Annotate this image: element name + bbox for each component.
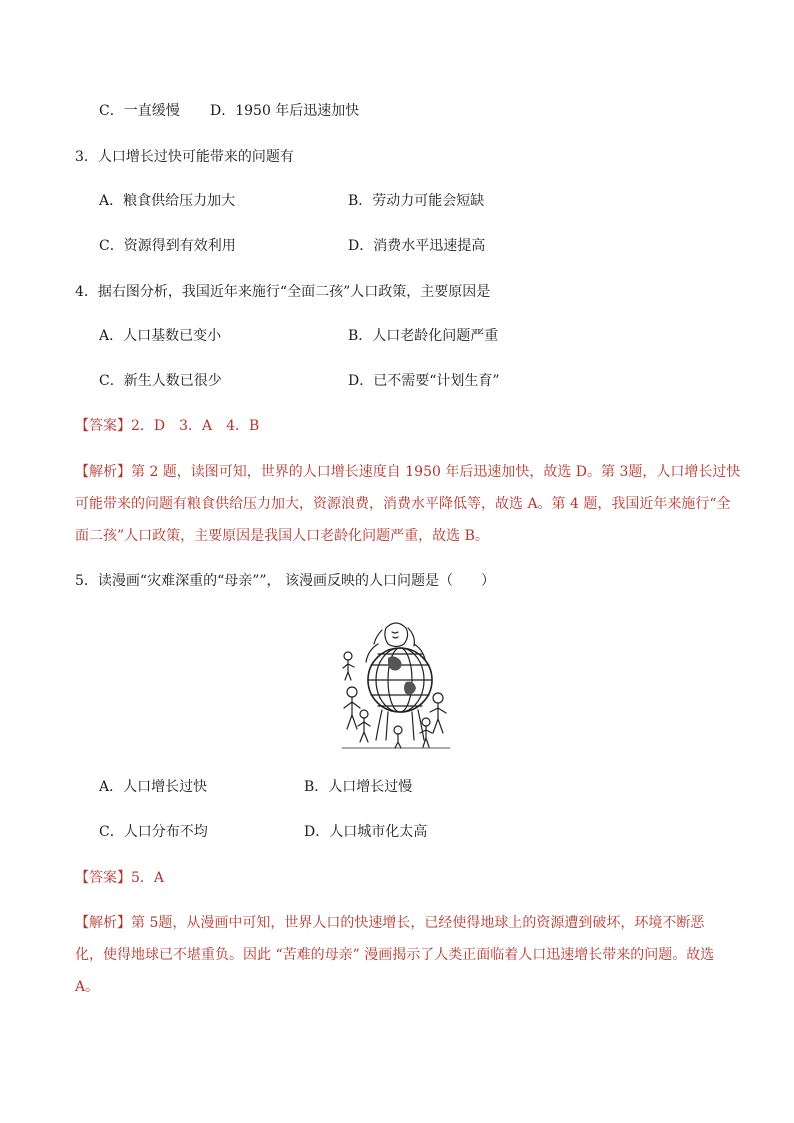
q4-option-a: A．人口基数已变小 [99,328,222,344]
analysis-2-line-3: A。 [75,979,100,995]
q5-option-b: B．人口增长过慢 [304,779,413,795]
q4-option-d: D．已不需要“计划生育” [348,373,500,389]
answer-block-2 [75,868,164,888]
q5-option-a: A．人口增长过快 [99,779,208,795]
analysis-tag: 【解析】 [75,464,131,480]
q3-stem: 3．人口增长过快可能带来的问题有 [75,149,294,165]
q2-option-c: C．一直缓慢 [99,103,180,119]
analysis-2-line-2: 化，使得地球已不堪重负。因此 “苦难的母亲” 漫画揭示了人类正面临着人口迅速增长带来的问题。故选 [75,947,715,963]
cartoon-suffering-mother-image [338,618,454,750]
analysis-text: 第 2 题，读图可知，世界的人口增长速度自 1950 年后迅速加快，故选 D。第 3题，人口增长过快 [131,464,741,480]
q3-option-a: A．粮食供给压力加大 [99,193,236,209]
analysis-1-line-3: 面二孩”人口政策，主要原因是我国人口老龄化问题严重，故选 B。 [75,528,489,544]
q3-option-d: D．消费水平迅速提高 [348,238,486,254]
analysis-1-line-1 [75,462,740,482]
answer-text: 5．A [131,870,165,886]
answer-tag: 【答案】 [75,870,131,886]
q4-stem: 4．据右图分析，我国近年来施行“全面二孩”人口政策，主要原因是 [75,284,491,300]
q5-stem: 5．读漫画“灾难深重的“母亲””， 该漫画反映的人口问题是（ ） [75,573,495,589]
analysis-tag: 【解析】 [75,915,131,931]
q5-option-c: C．人口分布不均 [99,824,208,840]
answer-tag: 【答案】 [75,418,131,434]
analysis-1-line-2: 可能带来的问题有粮食供给压力加大，资源浪费，消费水平降低等，故选 A。第 4 题，我国近年来施行“全 [75,496,731,512]
q4-option-b: B．人口老龄化问题严重 [348,328,499,344]
analysis-text: 第 5题，从漫画中可知，世界人口的快速增长，已经使得地球上的资源遭到破坏，环境不断恶 [131,915,705,931]
answer-block-1 [75,416,259,436]
q5-option-d: D．人口城市化太高 [304,824,428,840]
q3-option-c: C．资源得到有效利用 [99,238,236,254]
q4-option-c: C．新生人数已很少 [99,373,222,389]
q2-option-d: D．1950 年后迅速加快 [210,103,360,119]
answer-text: 2．D 3．A 4．B [131,418,260,434]
q3-option-b: B．劳动力可能会短缺 [348,193,485,209]
analysis-2-line-1 [75,913,704,933]
